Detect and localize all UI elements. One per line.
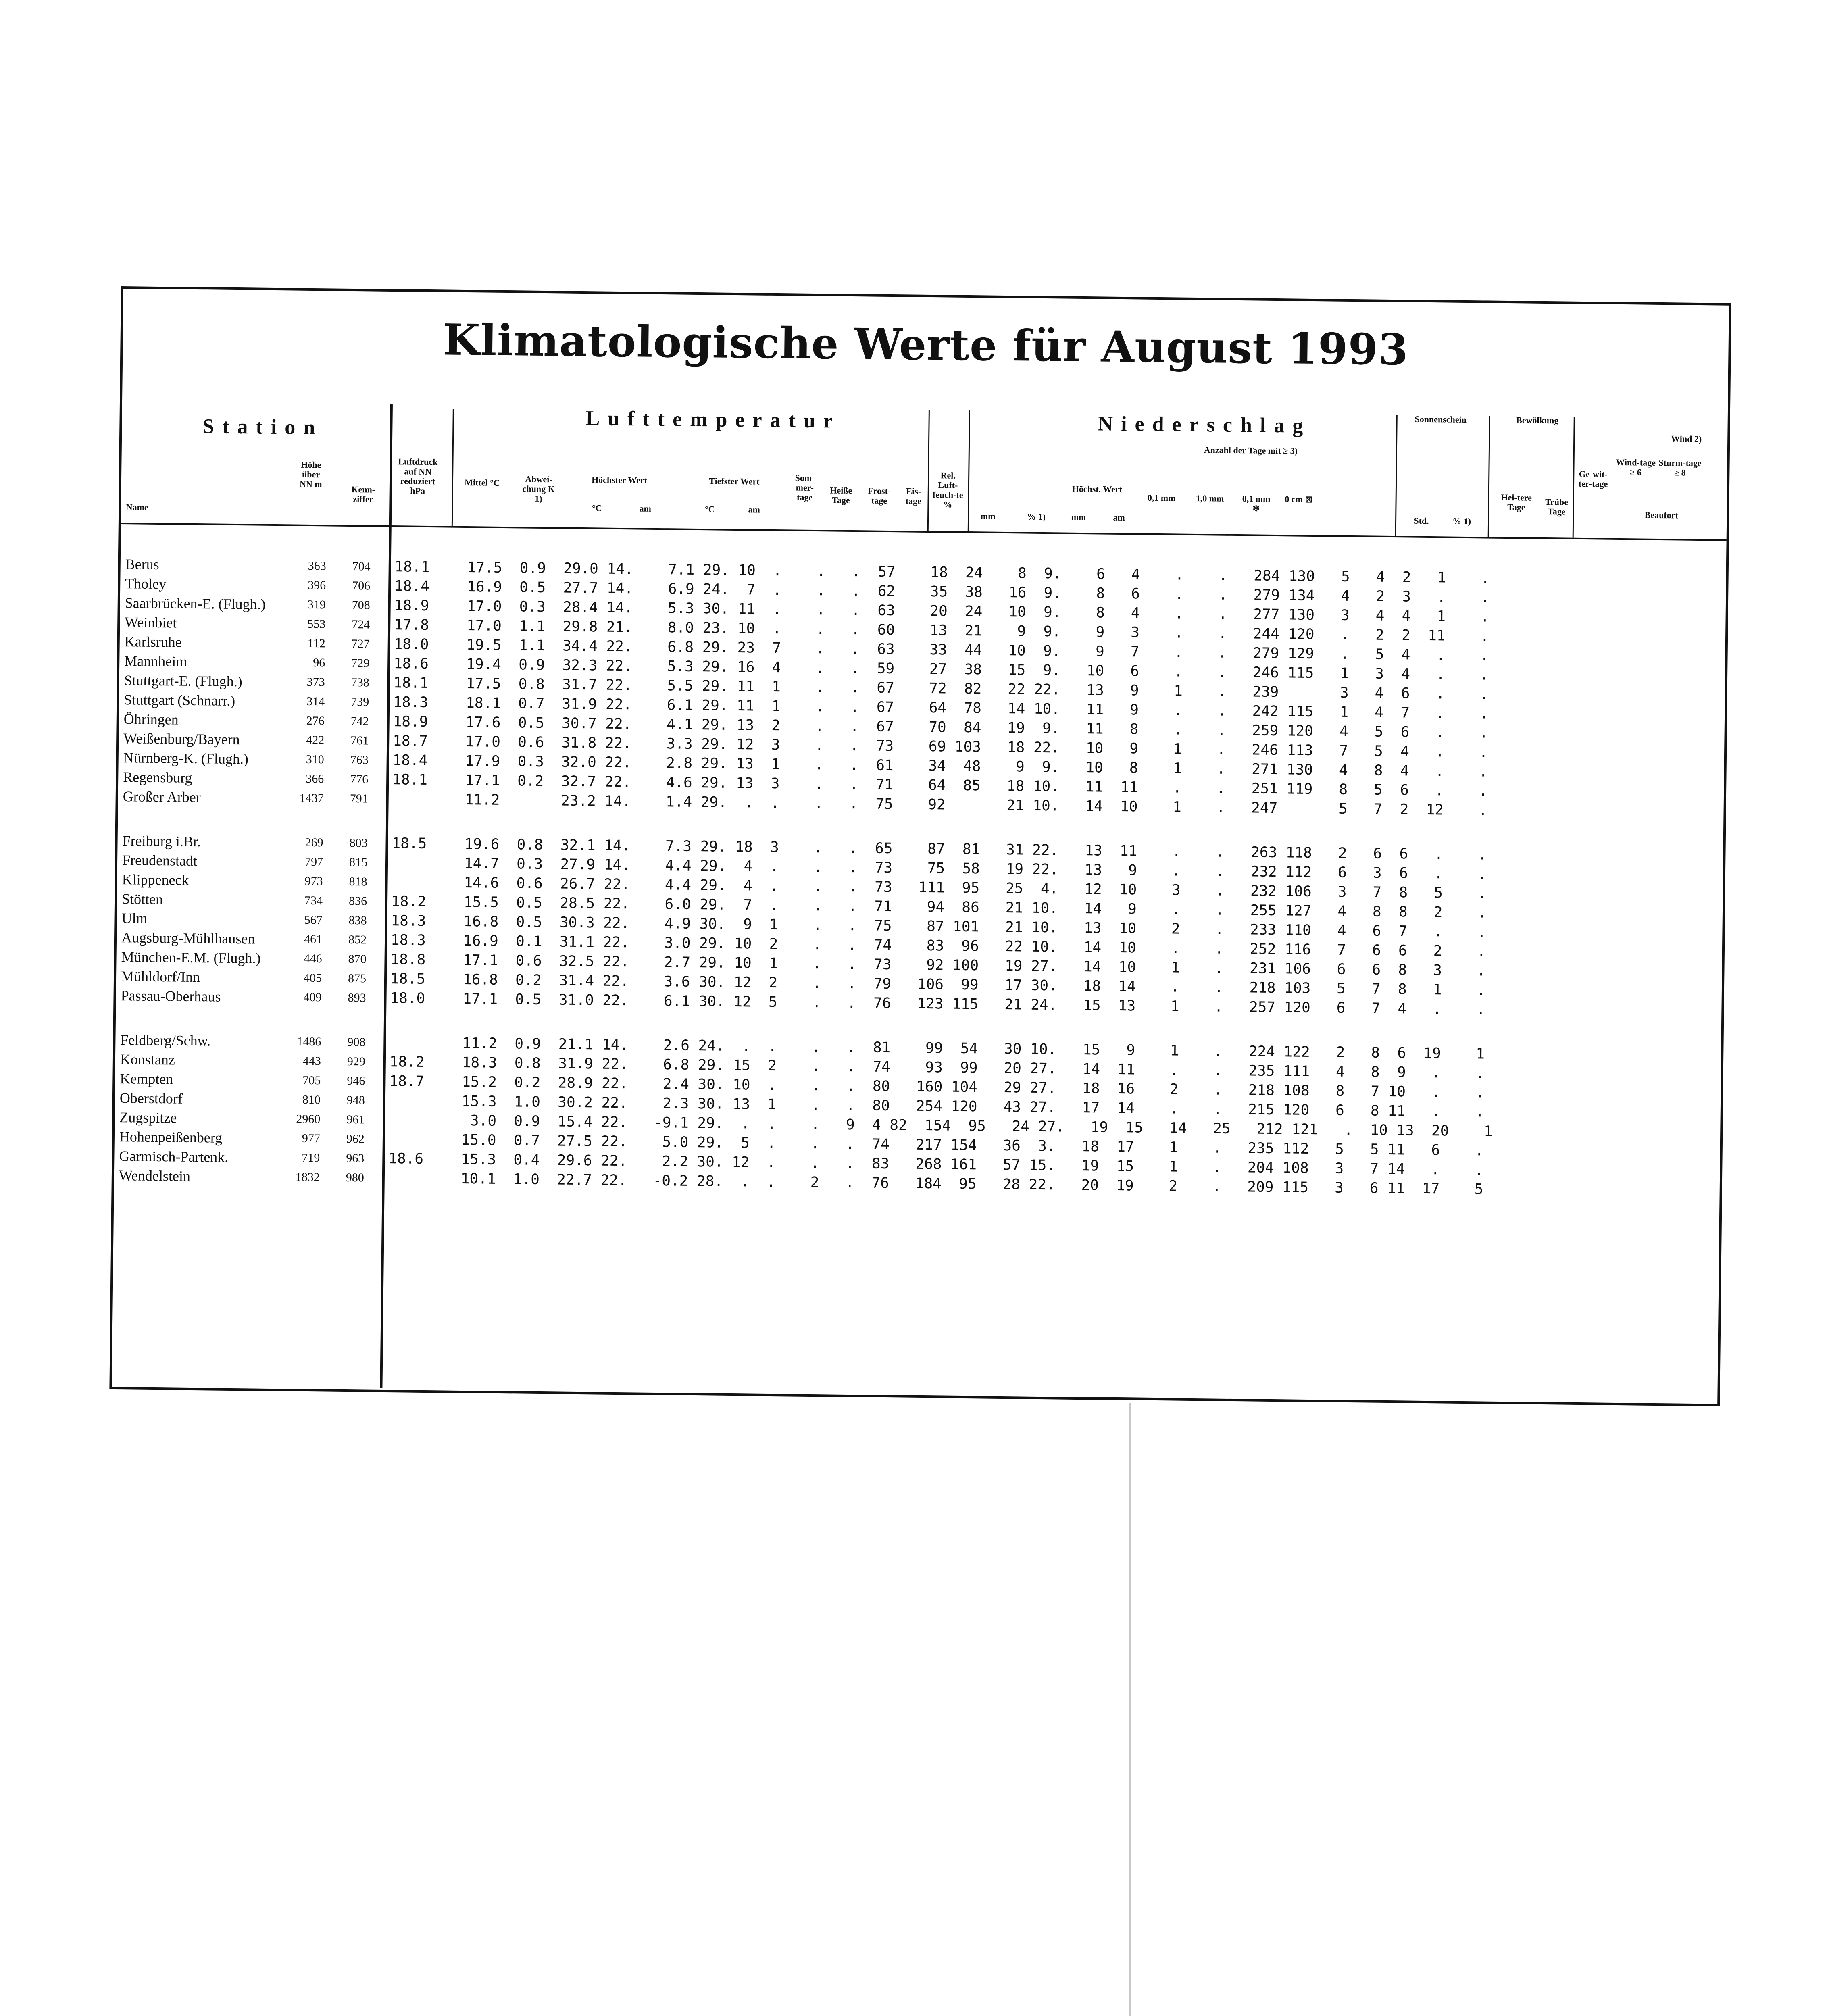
pressure-value: 18.3	[391, 912, 426, 930]
climate-values: 14.6 0.6 26.7 22. 4.4 29. 4 . . . 73 111 95 25 4. 12 10 3 . 232 106 3 7 8 5 .	[464, 874, 1487, 902]
station-name: Saarbrücken-E. (Flugh.)	[125, 595, 266, 612]
station-height: 797	[304, 855, 323, 869]
station-name: Freudenstadt	[122, 852, 198, 869]
station-height: 319	[307, 598, 326, 612]
station-name: Ulm	[121, 910, 148, 927]
climate-values: 15.0 0.7 27.5 22. 5.0 29. 5 . . . 74 217 154 36 3. 18 17 1 . 235 112 5 5 11 6 .	[461, 1131, 1484, 1159]
page-fold-line	[1129, 1403, 1131, 2016]
header-sonne-std: Std.	[1414, 515, 1429, 526]
header-kennziffer: Kenn-ziffer	[351, 484, 375, 504]
station-name: Karlsruhe	[124, 633, 182, 650]
header-truebe-tage: Trübe Tage	[1545, 497, 1569, 517]
station-id: 838	[348, 913, 367, 927]
header-tiefster-c: °C	[704, 504, 715, 514]
station-height: 310	[306, 752, 324, 766]
header-anzahl-tage: Anzahl der Tage mit ≥ 3)	[1204, 445, 1298, 456]
climate-values: 17.0 1.1 29.8 21. 8.0 23. 10 . . . 60 13 21 9 9. 9 3 . . 244 120 . 2 2 11 .	[467, 617, 1489, 645]
header-bottom-rule	[121, 523, 1727, 541]
station-id: 870	[348, 952, 367, 966]
pressure-value: 18.1	[393, 675, 429, 692]
station-id: 704	[352, 560, 371, 573]
header-hoechst-wert: Höchst. Wert	[1072, 483, 1123, 495]
station-name: Hohenpeißenberg	[119, 1129, 223, 1146]
station-id: 815	[349, 856, 368, 869]
station-id: 761	[350, 734, 369, 748]
header-tage-01mm: 0,1 mm	[1147, 492, 1176, 503]
pressure-value: 18.6	[388, 1150, 424, 1167]
station-name: Mannheim	[124, 653, 187, 670]
group-wind: Wind 2)	[1671, 433, 1702, 444]
group-niederschlag: Niederschlag	[1098, 412, 1311, 437]
station-id: 948	[346, 1093, 365, 1107]
station-height: 314	[306, 694, 325, 708]
header-sommertage: Som-mer-tage	[795, 473, 815, 502]
header-windtage: Wind-tage ≥ 6	[1616, 457, 1656, 477]
station-name: Passau-Oberhaus	[121, 987, 221, 1005]
station-id: 852	[348, 933, 367, 947]
station-id: 836	[348, 894, 367, 908]
station-height: 422	[306, 733, 325, 747]
pressure-value: 18.9	[393, 713, 428, 731]
station-name: Weinbiet	[125, 614, 177, 631]
climate-values: 19.4 0.9 32.3 22. 5.3 29. 16 4 . . 59 27 38 15 9. 10 6 . . 246 115 1 3 4 . .	[466, 656, 1489, 683]
station-id: 738	[351, 676, 369, 689]
station-height: 446	[304, 952, 322, 966]
group-station: Station	[202, 415, 323, 439]
station-id: 706	[352, 579, 371, 593]
pressure-value: 18.0	[394, 636, 429, 653]
station-name: Stötten	[121, 891, 163, 908]
climate-values: 15.3 0.4 29.6 22. 2.2 30. 12 . . . 83 268 161 57 15. 19 15 1 . 204 108 3 7 14 . .	[461, 1151, 1484, 1179]
station-id: 818	[349, 875, 367, 889]
climate-values: 16.8 0.2 31.4 22. 3.6 30. 12 2 . . 79 106 99 17 30. 18 14 . . 218 103 5 7 8 1 .	[462, 971, 1485, 999]
col-rule	[1573, 417, 1575, 538]
station-name: Nürnberg-K. (Flugh.)	[123, 750, 249, 767]
header-name: Name	[126, 502, 148, 512]
station-height: 363	[308, 559, 326, 573]
col-rule	[968, 410, 970, 531]
station-height: 567	[304, 913, 323, 927]
header-heitere-tage: Hei-tere Tage	[1501, 492, 1532, 512]
col-rule	[452, 409, 454, 526]
station-height: 977	[302, 1131, 321, 1145]
station-id: 875	[348, 971, 367, 985]
header-tage-10mm: 1,0 mm	[1196, 493, 1224, 504]
station-id: 727	[351, 637, 370, 651]
climate-values: 17.5 0.8 31.7 22. 5.5 29. 11 1 . . 67 72 82 22 22. 13 9 1 . 239 3 4 6 . .	[466, 675, 1489, 703]
station-id: 739	[351, 695, 369, 709]
station-id: 908	[347, 1035, 366, 1049]
climate-values: 10.1 1.0 22.7 22. -0.2 28. . . 2 . 76 184 95 28 22. 20 19 2 . 209 115 3 6 11 17 5	[460, 1170, 1483, 1198]
climate-values: 17.1 0.2 32.7 22. 4.6 29. 13 3 . . 71 64 85 18 10. 11 11 . . 251 119 8 5 6 . .	[465, 772, 1488, 800]
station-height: 396	[308, 578, 326, 592]
station-height: 705	[302, 1073, 321, 1087]
station-name: Kempten	[120, 1070, 173, 1087]
station-name: München-E.M. (Flugh.)	[121, 949, 261, 966]
station-height: 553	[307, 617, 326, 631]
header-heisse-tage: Heiße Tage	[830, 485, 852, 505]
station-name: Wendelstein	[119, 1167, 191, 1184]
col-rule	[1395, 415, 1398, 536]
station-id: 791	[350, 792, 368, 806]
station-id: 803	[349, 836, 368, 850]
header-tage-0cm: 0 cm ⊠	[1285, 494, 1313, 504]
pressure-value: 18.7	[389, 1073, 425, 1090]
header-frosttage: Frost-tage	[868, 485, 891, 506]
climate-values: 17.1 0.6 32.5 22. 2.7 29. 10 1 . . 73 92 100 19 27. 14 10 1 . 231 106 6 6 8 3 .	[463, 952, 1486, 979]
climate-values: 18.3 0.8 31.9 22. 6.8 29. 15 2 . . 74 93 99 20 27. 14 11 . . 235 111 4 8 9 . .	[462, 1054, 1485, 1082]
station-height: 719	[302, 1151, 320, 1165]
station-id: 962	[346, 1132, 365, 1146]
header-hoehe: Höhe über NN m	[299, 459, 322, 489]
station-name: Feldberg/Schw.	[120, 1032, 211, 1049]
header-hoechster-c: °C	[592, 503, 602, 513]
climate-values: 3.0 0.9 15.4 22. -9.1 29. . . . 9 4 82 154 95 24 27. 19 15 14 25 212 121 . 10 13 20 1	[461, 1112, 1493, 1140]
climate-values: 17.0 0.3 28.4 14. 5.3 30. 11 . . . 63 20 24 10 9. 8 4 . . 277 130 3 4 4 1 .	[467, 598, 1489, 625]
header-hoechster-wert: Höchster Wert	[591, 475, 648, 485]
station-height: 405	[303, 971, 322, 985]
header-nied-pct: % 1)	[1027, 511, 1046, 522]
station-id: 763	[350, 753, 369, 767]
pressure-value: 18.1	[394, 558, 430, 576]
header-sonne-pct: % 1)	[1452, 516, 1471, 527]
station-name: Großer Arber	[123, 788, 201, 806]
header-abweichung: Abwei-chung K 1)	[522, 474, 555, 504]
station-height: 1832	[295, 1170, 320, 1184]
pressure-value: 18.6	[394, 655, 429, 673]
station-id: 742	[350, 714, 369, 728]
climate-values: 19.5 1.1 34.4 22. 6.8 29. 23 7 . . 63 33 44 10 9. 9 7 . . 279 129 . 5 4 . .	[466, 637, 1489, 664]
station-name: Stuttgart-E. (Flugh.)	[124, 672, 242, 690]
pressure-value: 18.5	[392, 835, 427, 852]
pressure-value: 18.3	[393, 694, 429, 711]
station-height: 810	[302, 1093, 321, 1107]
header-mittel: Mittel °C	[465, 477, 500, 488]
station-height: 112	[307, 636, 325, 650]
climate-values: 18.1 0.7 31.9 22. 6.1 29. 11 1 . . 67 64 78 14 10. 11 9 . . 242 115 1 4 7 . .	[466, 695, 1489, 722]
group-lufttemperatur: Lufttemperatur	[585, 407, 841, 433]
station-name: Konstanz	[120, 1051, 175, 1068]
station-id: 776	[350, 773, 369, 786]
climate-table-frame	[109, 286, 1731, 1406]
header-tage-snow: 0,1 mm ❄	[1242, 494, 1271, 514]
pressure-value: 18.7	[393, 733, 428, 750]
station-id: 929	[347, 1054, 366, 1068]
station-name: Garmisch-Partenk.	[119, 1148, 229, 1165]
climate-values: 11.2 23.2 14. 1.4 29. . . . . 75 92 21 10. 14 10 1 . 247 5 7 2 12 .	[465, 791, 1487, 819]
station-height: 96	[313, 656, 325, 670]
station-height: 276	[306, 714, 325, 728]
station-id: 963	[346, 1151, 365, 1165]
station-height: 1486	[297, 1035, 321, 1049]
climate-values: 17.5 0.9 29.0 14. 7.1 29. 10 . . . 57 18 24 8 9. 6 4 . . 284 130 5 4 2 1 .	[467, 559, 1490, 587]
station-name: Oberstdorf	[119, 1090, 183, 1107]
station-height: 409	[303, 990, 322, 1004]
pressure-value: 18.2	[389, 1054, 425, 1070]
station-name: Zugspitze	[119, 1109, 177, 1126]
climate-values: 15.3 1.0 30.2 22. 2.3 30. 13 1 . . 80 254 120 43 27. 17 14 . . 215 120 6 8 11 . .	[461, 1093, 1484, 1120]
station-name: Öhringen	[123, 711, 179, 728]
station-height: 461	[304, 932, 323, 946]
header-beaufort: Beaufort	[1644, 510, 1678, 521]
header-tiefster-am: am	[748, 504, 760, 515]
climate-values: 15.2 0.2 28.9 22. 2.4 30. 10 . . . 80 160 104 29 27. 18 16 2 . 218 108 8 7 10 . .	[462, 1073, 1485, 1101]
station-name: Tholey	[125, 575, 167, 592]
header-hoechster-am: am	[639, 503, 652, 514]
station-id: 729	[351, 656, 370, 670]
header-nied-mm: mm	[980, 511, 996, 521]
pressure-value: 18.4	[392, 752, 428, 769]
pressure-value: 17.8	[394, 616, 429, 634]
station-id: 946	[347, 1074, 365, 1088]
station-id: 724	[352, 618, 370, 631]
climate-values: 15.5 0.5 28.5 22. 6.0 29. 7 . . . 71 94 86 21 10. 14 9 . . 255 127 4 8 8 2 .	[463, 893, 1486, 921]
header-tiefster-wert: Tiefster Wert	[709, 476, 760, 487]
header-rel-feuchte: Rel. Luft-feuch-te %	[932, 470, 963, 510]
station-height: 366	[306, 772, 324, 786]
climate-values: 17.6 0.5 30.7 22. 4.1 29. 13 2 . . 67 70 84 19 9. 11 8 . . 259 120 4 5 6 . .	[465, 714, 1488, 741]
climate-values: 14.7 0.3 27.9 14. 4.4 29. 4 . . . 73 75 58 19 22. 13 9 . . 232 112 6 3 6 . .	[464, 855, 1487, 883]
col-rule	[927, 410, 930, 531]
header-eistage: Eis-tage	[905, 486, 922, 506]
station-name: Berus	[125, 556, 159, 573]
station-height: 973	[304, 874, 323, 888]
pressure-value: 18.4	[394, 578, 430, 595]
station-height: 2960	[296, 1112, 321, 1126]
climate-values: 17.9 0.3 32.0 22. 2.8 29. 13 1 . . 61 34 48 9 9. 10 8 1 . 271 130 4 8 4 . .	[465, 753, 1488, 780]
group-sonnenschein: Sonnenschein	[1414, 414, 1467, 425]
pressure-value: 18.8	[390, 951, 426, 968]
station-height: 734	[304, 893, 323, 908]
climate-values: 16.9 0.5 27.7 14. 6.9 24. 7 . . . 62 35 38 16 9. 8 6 . . 279 134 4 2 3 . .	[467, 579, 1490, 606]
climate-values: 19.6 0.8 32.1 14. 7.3 29. 18 3 . . 65 87 81 31 22. 13 11 . . 263 118 2 6 6 . .	[464, 835, 1487, 863]
page-title: Klimatologische Werte für August 1993	[442, 314, 1409, 375]
station-height: 373	[306, 675, 325, 689]
station-name: Augsburg-Mühlhausen	[121, 929, 255, 947]
station-height: 269	[305, 835, 323, 850]
station-name: Klippeneck	[122, 871, 189, 888]
station-id: 961	[346, 1112, 365, 1127]
station-id: 708	[352, 598, 370, 612]
station-name: Regensburg	[123, 769, 192, 786]
header-luftdruck: Luftdruck auf NN reduziert hPa	[398, 456, 438, 496]
group-bewoelkung: Bewölkung	[1516, 415, 1559, 426]
climate-values: 17.0 0.6 31.8 22. 3.3 29. 12 3 . . 73 69 103 18 22. 10 9 1 . 246 113 7 5 4 . .	[465, 733, 1488, 761]
station-name: Freiburg i.Br.	[122, 833, 201, 850]
climate-values: 11.2 0.9 21.1 14. 2.6 24. . . . . 81 99 54 30 10. 15 9 1 . 224 122 2 8 6 19 1	[462, 1035, 1485, 1062]
pressure-value: 18.9	[394, 597, 429, 614]
station-name: Weißenburg/Bayern	[123, 730, 240, 748]
pressure-value: 18.3	[390, 932, 426, 949]
header-hoechst-mm: mm	[1071, 512, 1086, 523]
pressure-value: 18.1	[392, 771, 428, 789]
station-name: Mühldorf/Inn	[121, 968, 200, 985]
station-height: 443	[302, 1054, 321, 1068]
pressure-value: 18.5	[390, 971, 425, 987]
climate-values: 16.9 0.1 31.1 22. 3.0 29. 10 2 . . 74 83 96 22 10. 14 10 . . 252 116 7 6 6 2 .	[463, 932, 1486, 960]
climate-values: 17.1 0.5 31.0 22. 6.1 30. 12 5 . . 76 123 115 21 24. 15 13 1 . 257 120 6 7 4 . .	[462, 990, 1485, 1018]
station-name: Stuttgart (Schnarr.)	[124, 691, 235, 709]
header-sturmtage: Sturm-tage ≥ 8	[1658, 457, 1702, 478]
pressure-value: 18.0	[390, 990, 425, 1007]
table-body	[119, 555, 1725, 1198]
header-gewittertage: Ge-wit-ter-tage	[1578, 469, 1608, 489]
pressure-value: 18.2	[391, 893, 426, 910]
col-rule	[1488, 416, 1490, 537]
station-id: 980	[346, 1170, 365, 1185]
station-height: 1437	[299, 791, 324, 805]
climate-values: 16.8 0.5 30.3 22. 4.9 30. 9 1 . . 75 87 101 21 10. 13 10 2 . 233 110 4 6 7 . .	[463, 913, 1486, 941]
header-hoechst-am: am	[1113, 512, 1125, 523]
station-id: 893	[348, 991, 366, 1005]
